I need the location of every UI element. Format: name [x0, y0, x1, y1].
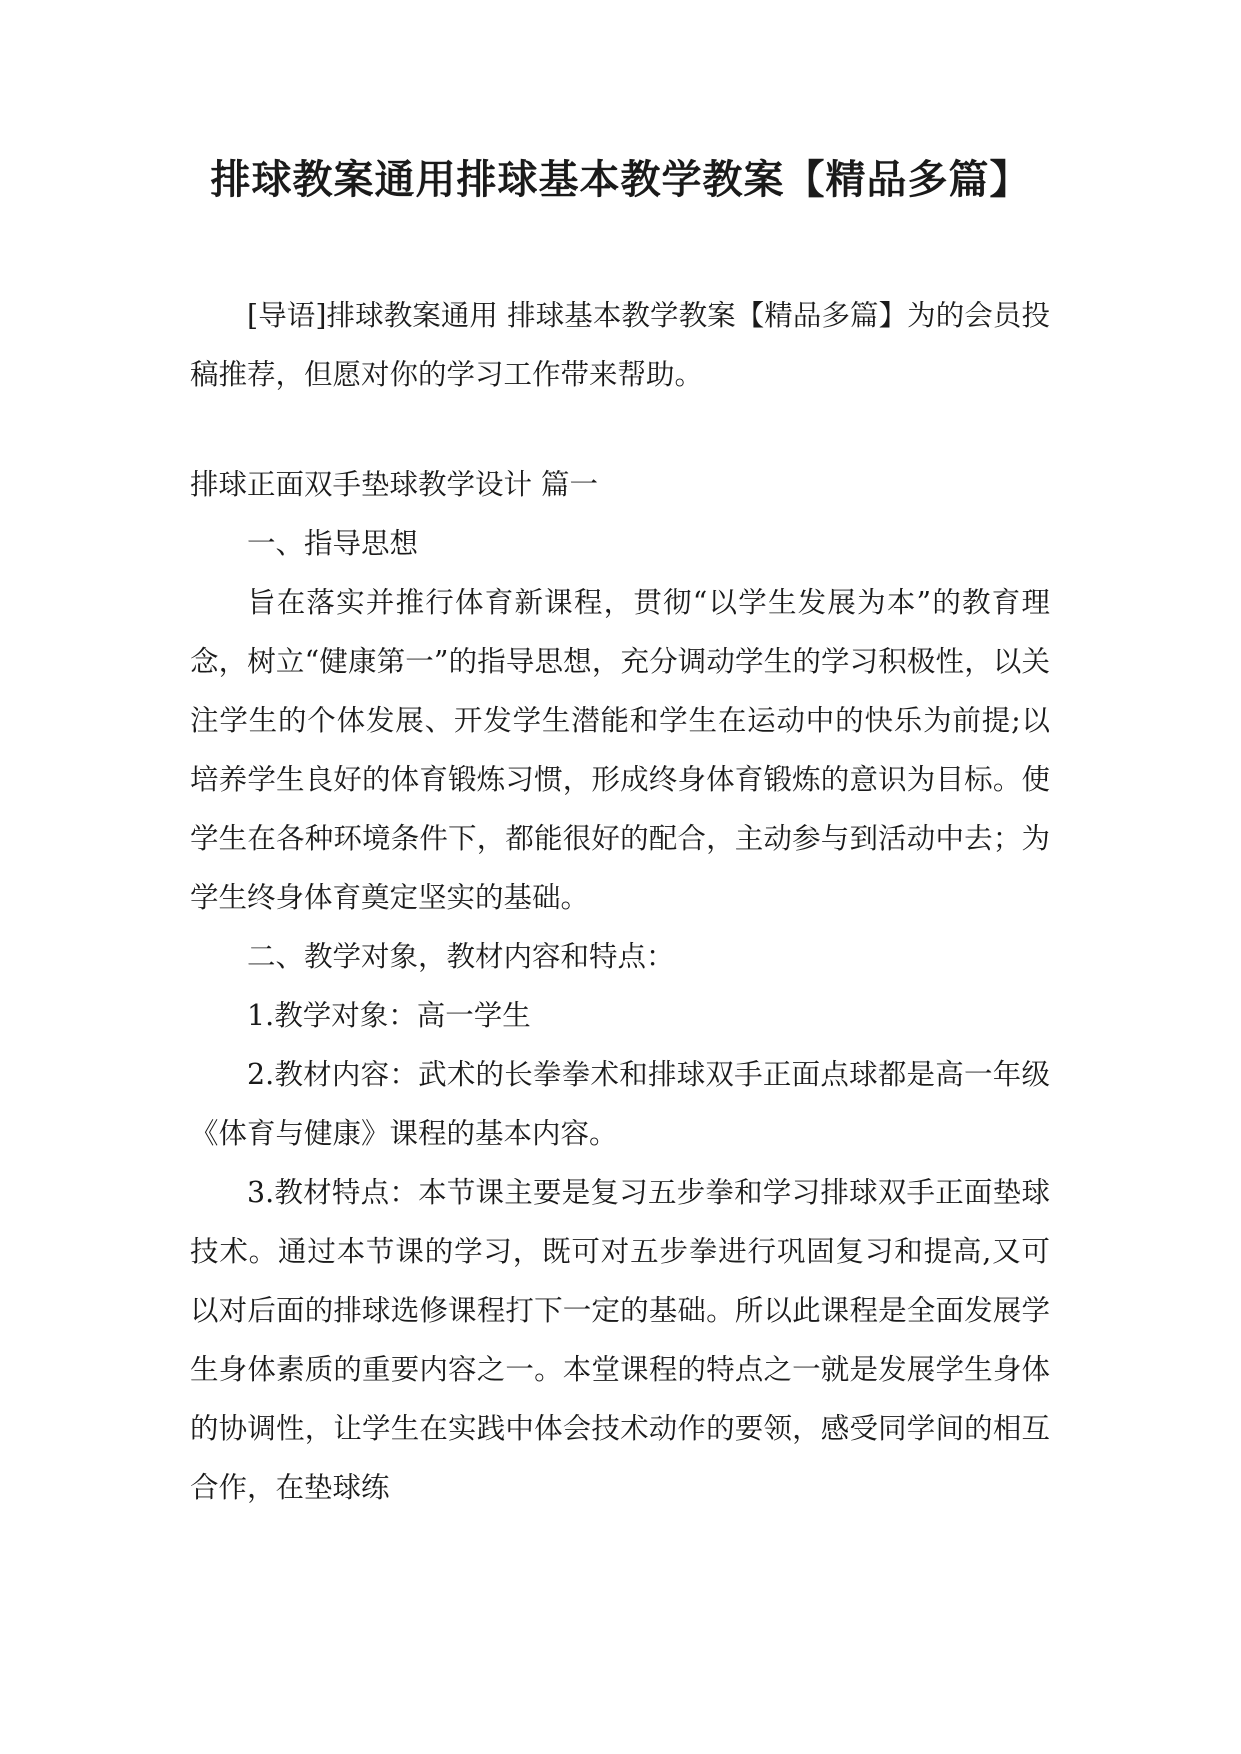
intro-paragraph: [导语]排球教案通用 排球基本教学教案【精品多篇】为的会员投稿推荐，但愿对你的学习工作带来帮助。: [190, 299, 1050, 391]
list-item-content: 2.教材内容：武术的长拳拳术和排球双手正面点球都是高一年级《体育与健康》课程的基本内容。: [190, 1058, 1050, 1150]
list-item-features: 3.教材特点：本节课主要是复习五步拳和学习排球双手正面垫球技术。通过本节课的学习，既可对五步拳进行巩固复习和提高,又可以对后面的排球选修课程打下一定的基础。所以此课程是全面发展学生身体素质的重要内容之一。本堂课程的特点之一就是发展学生身体的协调性，让学生在实践中体会技术动作的要领，感受同学间的相互合作，在垫球练: [190, 1176, 1050, 1504]
part1-heading: 一、指导思想: [247, 527, 419, 560]
part2-heading: 二、教学对象，教材内容和特点：: [247, 940, 675, 973]
section-heading: 排球正面双手垫球教学设计 篇一: [190, 468, 599, 501]
part1-paragraph: 旨在落实并推行体育新课程，贯彻“以学生发展为本”的教育理念，树立“健康第一”的指导思想，充分调动学生的学习积极性，以关注学生的个体发展、开发学生潜能和学生在运动中的快乐为前提;以培养学生良好的体育锻炼习惯，形成终身体育锻炼的意识为目标。使学生在各种环境条件下，都能很好的配合，主动参与到活动中去；为学生终身体育奠定坚实的基础。: [190, 586, 1050, 914]
document-title: 排球教案通用排球基本教学教案【精品多篇】: [210, 157, 1031, 203]
document-body: [190, 286, 1050, 1517]
list-item-teaching-object: 1.教学对象：高一学生: [247, 999, 531, 1032]
